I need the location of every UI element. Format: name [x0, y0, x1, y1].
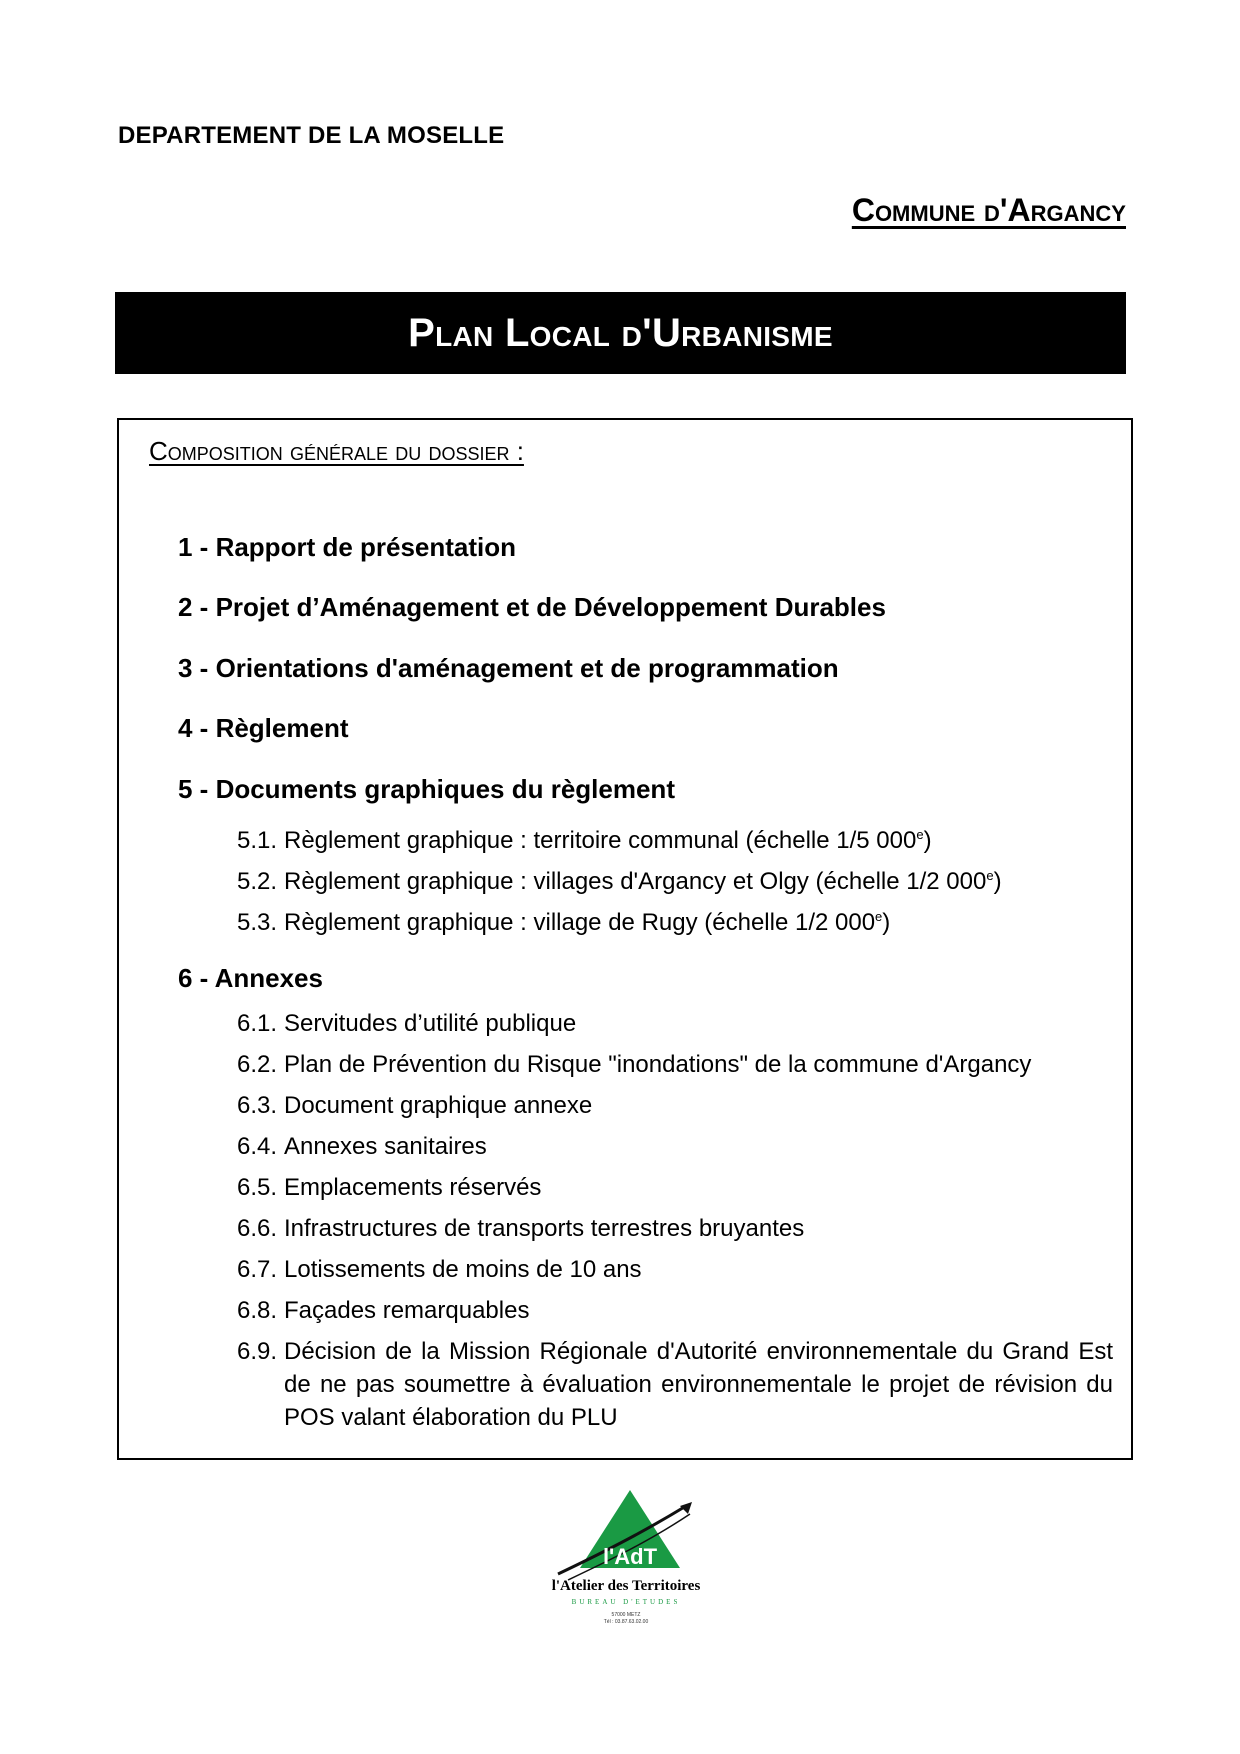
item-text: Règlement graphique : village de Rugy (échelle 1/2 000: [284, 909, 876, 936]
logo-company-name: l'Atelier des Territoires: [551, 1578, 701, 1594]
adt-logo: [530, 1490, 730, 1630]
item-text: Document graphique annexe: [284, 1092, 593, 1119]
section-5: 5 - Documents graphiques du règlement: [178, 774, 675, 804]
list-item-6-3: [237, 1089, 1113, 1122]
item-sup: e: [916, 827, 924, 842]
item-number: 6.4.: [237, 1133, 278, 1160]
item-text: Emplacements réservés: [284, 1174, 542, 1201]
list-item-6-9: [237, 1335, 1113, 1434]
item-sup: e: [986, 868, 994, 883]
item-text: Règlement graphique : villages d'Argancy et Olgy (échelle 1/2 000: [284, 868, 987, 895]
item-tail: ): [923, 827, 932, 854]
list-item-6-8: [237, 1294, 1113, 1327]
logo-address-line1: 57000 METZ: [611, 1612, 641, 1618]
item-number: 6.6.: [237, 1215, 278, 1242]
item-number: 6.5.: [237, 1174, 278, 1201]
list-item-6-1: [237, 1007, 1113, 1040]
item-number: 6.9.: [237, 1338, 278, 1365]
section-3: 3 - Orientations d'aménagement et de programmation: [178, 653, 839, 683]
composition-title: Composition générale du dossier :: [149, 436, 524, 466]
item-tail: ): [993, 868, 1002, 895]
item-number: 6.1.: [237, 1010, 278, 1037]
item-number: 6.3.: [237, 1092, 278, 1119]
list-item-5-1: [237, 818, 1113, 857]
list-item-5-3: [237, 900, 1113, 939]
list-item-6-7: [237, 1253, 1113, 1286]
logo-tagline: BUREAU D'ETUDES: [571, 1598, 681, 1606]
item-text: Plan de Prévention du Risque "inondations" de la commune d'Argancy: [284, 1051, 1032, 1078]
item-text: Infrastructures de transports terrestres bruyantes: [284, 1215, 805, 1242]
composition-box: [117, 418, 1133, 1460]
commune-heading: Commune d'Argancy: [851, 192, 1126, 228]
item-number: 5.1.: [237, 827, 278, 854]
item-number: 5.3.: [237, 909, 278, 936]
logo-address: [520, 1612, 732, 1626]
section-2: 2 - Projet d’Aménagement et de Développement Durables: [178, 592, 886, 622]
item-text: Décision de la Mission Régionale d'Autorité environnementale du Grand Est de ne pas soumettre à évaluation environnementale le projet de révision du POS valant élaboration du PLU: [284, 1338, 1113, 1431]
section-4: 4 - Règlement: [178, 713, 349, 743]
item-text: Règlement graphique : territoire communal (échelle 1/5 000: [284, 827, 917, 854]
list-item-5-2: [237, 859, 1113, 898]
list-item-6-6: [237, 1212, 1113, 1245]
item-text: Servitudes d’utilité publique: [284, 1010, 577, 1037]
item-text: Façades remarquables: [284, 1297, 530, 1324]
item-number: 6.2.: [237, 1051, 278, 1078]
item-number: 5.2.: [237, 868, 278, 895]
section-6: 6 - Annexes: [178, 963, 323, 993]
logo-mark: l'AdT: [602, 1544, 658, 1569]
departement-heading: DEPARTEMENT DE LA MOSELLE: [118, 122, 505, 149]
item-text: Lotissements de moins de 10 ans: [284, 1256, 642, 1283]
list-item-6-4: [237, 1130, 1113, 1163]
item-number: 6.8.: [237, 1297, 278, 1324]
document-title: Plan Local d'Urbanisme: [408, 310, 833, 355]
item-text: Annexes sanitaires: [284, 1133, 487, 1160]
item-number: 6.7.: [237, 1256, 278, 1283]
item-sup: e: [875, 909, 883, 924]
list-item-6-5: [237, 1171, 1113, 1204]
list-item-6-2: [237, 1048, 1113, 1081]
logo-address-line2: Tél : 03.87.63.02.00: [603, 1619, 649, 1625]
section-1: 1 - Rapport de présentation: [178, 532, 517, 562]
item-tail: ): [882, 909, 891, 936]
document-title-banner: [115, 292, 1126, 374]
